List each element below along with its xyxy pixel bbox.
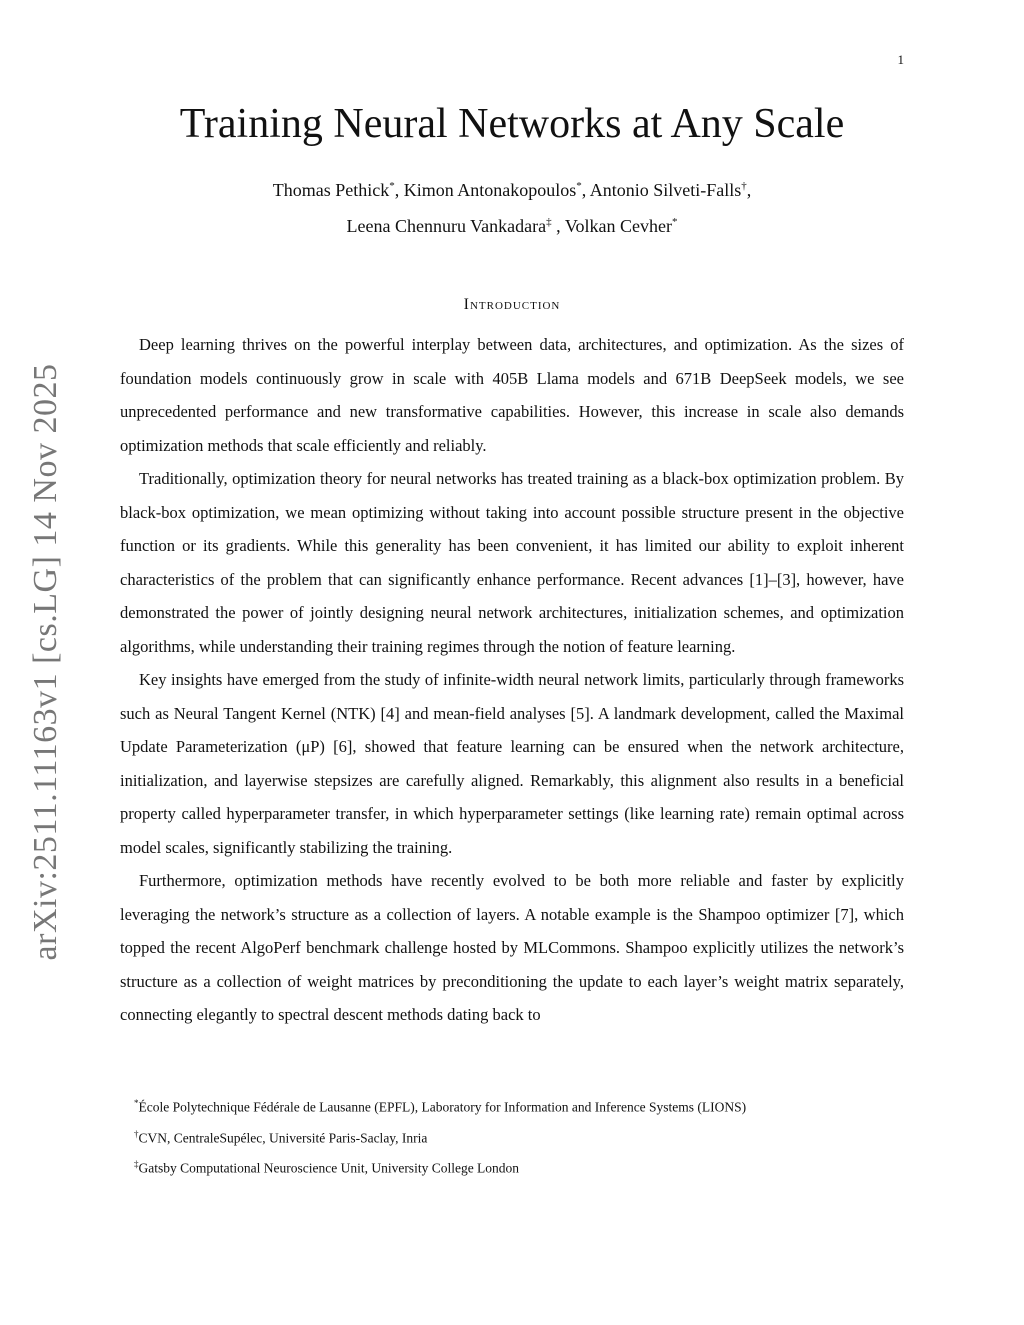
paragraph: Deep learning thrives on the powerful interplay between data, architectures, and optimization. As the sizes of foundation models continuously grow in scale with 405B Llama models and 671B DeepSeek models, we see unprecedented performance and new transformative capabilities. However, this increase in scale also demands optimization methods that scale efficiently and reliably. — [120, 335, 904, 455]
affiliation-mark: * — [389, 180, 395, 192]
affiliation-mark: * — [576, 180, 582, 192]
footnote — [134, 1090, 894, 1121]
paragraph: Furthermore, optimization methods have recently evolved to be both more reliable and faster by explicitly leveraging the network’s structure as a collection of layers. A notable example is the Shampoo optimizer [7], which topped the recent AlgoPerf benchmark challenge hosted by MLCommons. Shampoo explicitly utilizes the network’s structure as a collection of weight matrices by preconditioning the update to each layer’s weight matrix separately, connecting elegantly to spectral descent methods dating back to — [120, 871, 904, 1024]
footnote — [134, 1121, 894, 1152]
footnotes — [134, 1090, 894, 1182]
arxiv-identifier-stamp: arXiv:2511.11163v1 [cs.LG] 14 Nov 2025 — [27, 363, 64, 961]
footnote-mark: * — [134, 1098, 139, 1108]
section-heading: Introduction — [463, 296, 561, 313]
author-name: Thomas Pethick — [272, 180, 390, 200]
author-name: Antonio Silveti-Falls — [589, 180, 742, 200]
affiliation-mark: * — [671, 216, 678, 228]
footnote-text: École Polytechnique Fédérale de Lausanne (EPFL), Laboratory for Information and Inference Systems (LIONS) — [138, 1099, 747, 1115]
author-line-2 — [0, 206, 1024, 242]
affiliation-mark: † — [741, 180, 747, 192]
body-text — [120, 328, 904, 1032]
page-number: 1 — [897, 52, 904, 67]
author-separator: , — [394, 180, 404, 200]
footnote-mark: † — [134, 1128, 139, 1139]
affiliation-mark: ‡ — [546, 216, 552, 228]
author-list — [0, 170, 1024, 242]
author-name: Volkan Cevher — [564, 216, 672, 236]
author-line-1 — [0, 170, 1024, 206]
author-separator: , — [581, 180, 590, 200]
paragraph: Key insights have emerged from the study of infinite-width neural network limits, particularly through frameworks such as Neural Tangent Kernel (NTK) [4] and mean-field analyses [5]. A landmark development, called the Maximal Update Parameterization (μP) [6], showed that feature learning can be ensured when the network architecture, initialization, and layerwise stepsizes are carefully aligned. Remarkably, this alignment also results in a beneficial property called hyperparameter transfer, in which hyperparameter settings (like learning rate) remain optimal across model scales, significantly stabilizing the training. — [120, 670, 904, 857]
author-separator: , — [746, 180, 752, 200]
author-separator: , — [551, 216, 565, 236]
paragraph: Traditionally, optimization theory for neural networks has treated training as a black-box optimization problem. By black-box optimization, we mean optimizing without taking into account possible structure present in the objective function or its gradients. While this generality has been convenient, it has limited our ability to exploit inherent characteristics of the problem that can significantly enhance performance. Recent advances [1]–[3], however, have demonstrated the power of jointly designing neural network architectures, initialization schemes, and optimization algorithms, while understanding their training regimes through the notion of feature learning. — [120, 469, 904, 656]
author-name: Leena Chennuru Vankadara — [346, 216, 547, 236]
footnote — [134, 1151, 894, 1182]
footnote-mark: ‡ — [134, 1159, 139, 1169]
paper-title: Training Neural Networks at Any Scale — [179, 101, 845, 147]
footnote-text: Gatsby Computational Neuroscience Unit, University College London — [138, 1160, 520, 1176]
author-name: Kimon Antonakopoulos — [403, 180, 577, 200]
footnote-text: CVN, CentraleSupélec, Université Paris-Saclay, Inria — [138, 1130, 428, 1145]
